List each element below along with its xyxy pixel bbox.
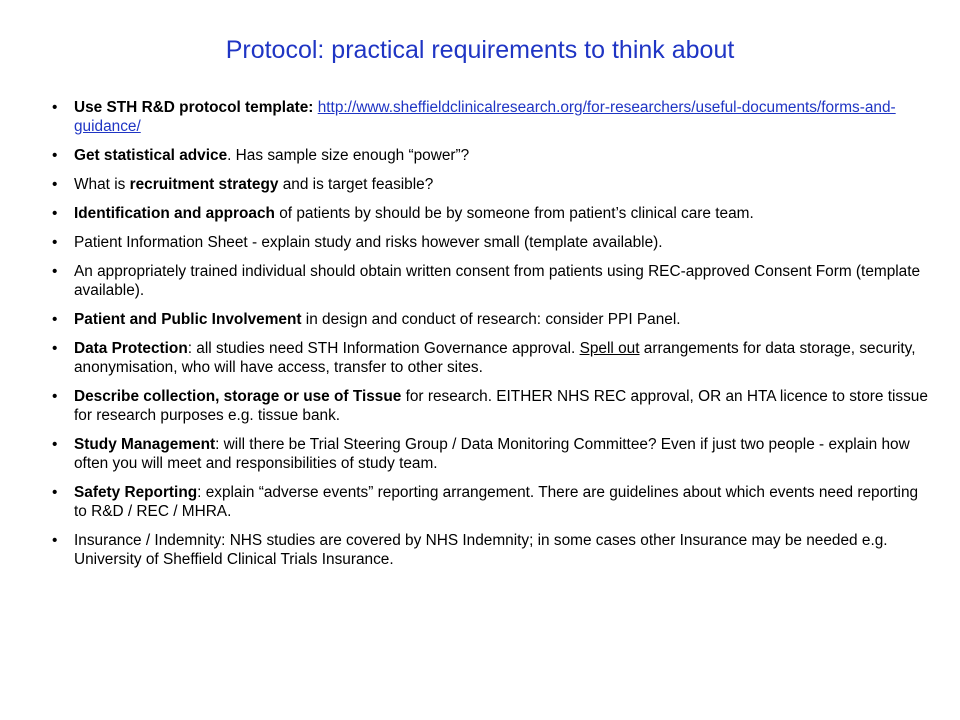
text-segment: Study Management xyxy=(74,436,216,453)
bullet-text xyxy=(74,532,888,568)
bullet-item xyxy=(52,98,932,136)
text-segment: Data Protection xyxy=(74,340,188,357)
text-segment: for research. EITHER NHS REC approval, OR an HTA licence to store tissue for research purposes e.g. tissue bank. xyxy=(74,388,928,424)
text-segment: Get statistical advice xyxy=(74,147,228,164)
bullet-icon: • xyxy=(52,436,58,453)
bullet-text xyxy=(74,436,910,472)
bullet-text xyxy=(74,484,918,520)
bullet-icon: • xyxy=(52,484,58,501)
text-segment: . Has sample size enough “power”? xyxy=(227,147,470,164)
bullet-item xyxy=(52,339,932,377)
text-segment: Safety Reporting xyxy=(74,484,198,501)
bullet-icon: • xyxy=(52,99,58,116)
bullet-text xyxy=(74,311,681,328)
bullet-item xyxy=(52,483,932,521)
bullet-icon: • xyxy=(52,263,58,280)
bullet-icon: • xyxy=(52,311,58,328)
bullet-item xyxy=(52,387,932,425)
bullet-item xyxy=(52,146,932,165)
bullet-icon: • xyxy=(52,205,58,222)
text-segment: : will there be Trial Steering Group / Data Monitoring Committee? Even if just two people - explain how often you will meet and responsibilities of study team. xyxy=(74,436,910,472)
text-segment: recruitment strategy xyxy=(129,176,279,193)
bullet-icon: • xyxy=(52,532,58,549)
text-segment: Patient and Public Involvement xyxy=(74,311,302,328)
bullet-list xyxy=(52,98,932,579)
bullet-item xyxy=(52,175,932,194)
bullet-text xyxy=(74,388,928,424)
bullet-item xyxy=(52,310,932,329)
text-segment: Spell out xyxy=(579,340,640,357)
bullet-item xyxy=(52,262,932,300)
bullet-item xyxy=(52,531,932,569)
text-segment: Use STH R&D protocol template: xyxy=(74,99,318,116)
bullet-icon: • xyxy=(52,147,58,164)
bullet-icon: • xyxy=(52,388,58,405)
bullet-item xyxy=(52,435,932,473)
bullet-text xyxy=(74,234,663,251)
text-segment: Patient Information Sheet - explain study and risks however small (template available). xyxy=(74,234,663,251)
bullet-item xyxy=(52,233,932,252)
bullet-icon: • xyxy=(52,340,58,357)
text-segment: An appropriately trained individual should obtain written consent from patients using REC-approved Consent Form (template available). xyxy=(74,263,921,299)
text-segment: Describe collection, storage or use of Tissue xyxy=(74,388,402,405)
bullet-icon: • xyxy=(52,234,58,251)
text-segment: in design and conduct of research: consider PPI Panel. xyxy=(301,311,681,328)
bullet-item xyxy=(52,204,932,223)
bullet-text xyxy=(74,176,433,193)
text-segment: Insurance / Indemnity: NHS studies are covered by NHS Indemnity; in some cases other Insurance may be needed e.g. University of Sheffield Clinical Trials Insurance. xyxy=(74,532,888,568)
bullet-text xyxy=(74,340,916,376)
text-segment: and is target feasible? xyxy=(278,176,434,193)
text-segment: What is xyxy=(74,176,130,193)
text-segment: : explain “adverse events” reporting arrangement. There are guidelines about which events need reporting to R&D / REC / MHRA. xyxy=(74,484,919,520)
text-segment: : all studies need STH Information Governance approval. xyxy=(187,340,580,357)
protocol-template-link[interactable]: http://www.sheffieldclinicalresearch.org/for-researchers/useful-documents/forms-and-guidance/ xyxy=(74,99,896,135)
bullet-text xyxy=(74,99,896,135)
bullet-icon: • xyxy=(52,176,58,193)
slide-title: Protocol: practical requirements to think about xyxy=(225,36,735,64)
bullet-text xyxy=(74,205,754,222)
text-segment: of patients by should be by someone from patient’s clinical care team. xyxy=(274,205,754,222)
bullet-text xyxy=(74,147,469,164)
bullet-text xyxy=(74,263,920,299)
text-segment: Identification and approach xyxy=(74,205,275,222)
text-segment: arrangements for data storage, security, anonymisation, who will have access, transfer to other sites. xyxy=(74,340,916,376)
